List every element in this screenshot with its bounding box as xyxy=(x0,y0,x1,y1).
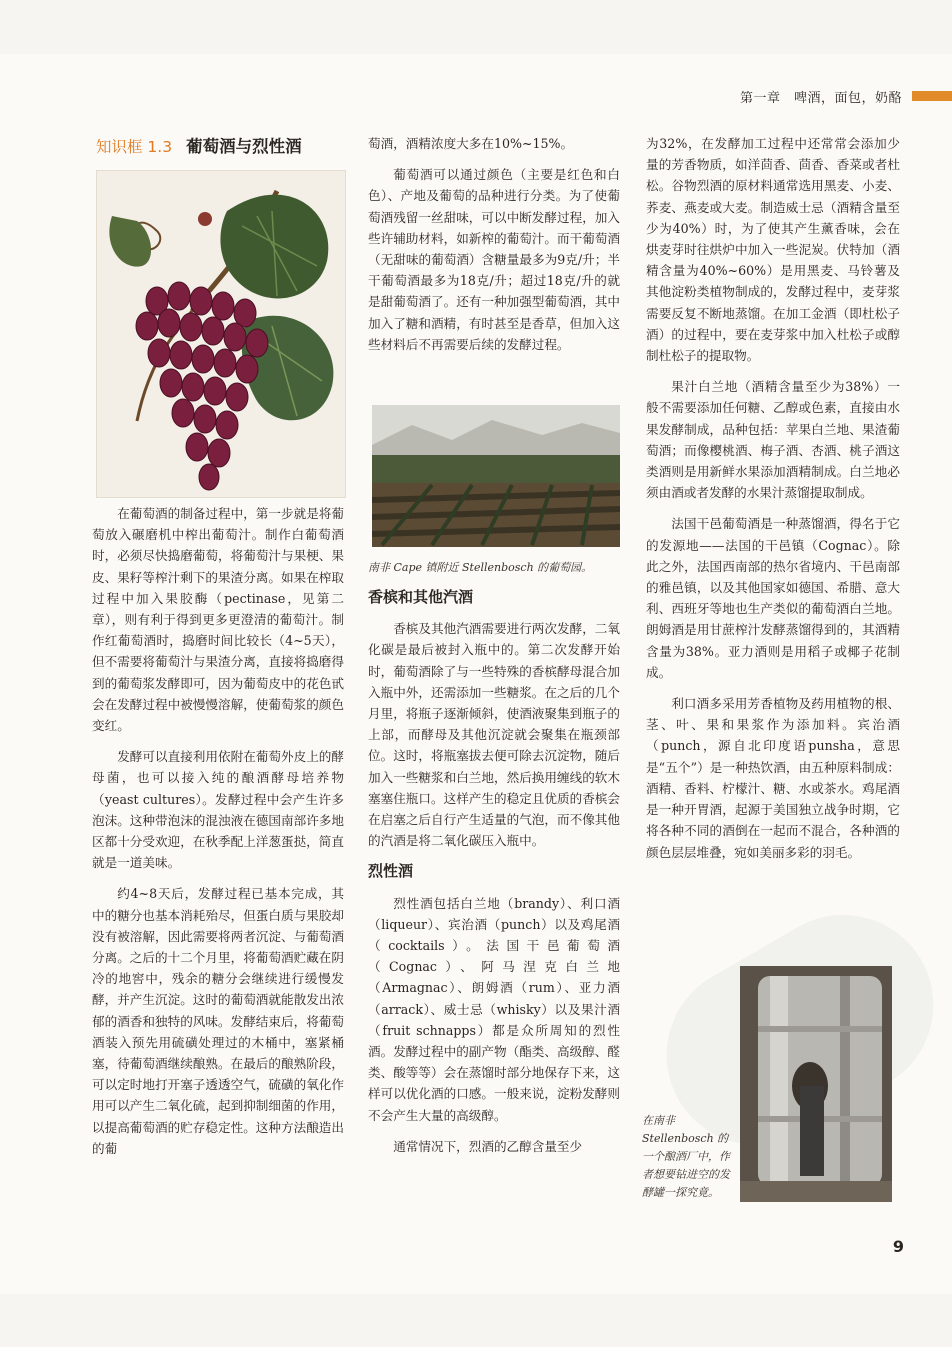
column-left xyxy=(92,503,344,1169)
chapter-tab xyxy=(912,91,952,101)
paragraph: 烈性酒包括白兰地（brandy）、利口酒（liqueur）、宾治酒（punch）以及鸡尾酒（cocktails）。法国干邑葡萄酒（Cognac）、阿马涅克白兰地（Armagnac）、朗姆酒（rum）、亚力酒（arrack）、威士忌（whisky）以及果汁酒（fruit schnapps）都是众所周知的烈性酒。发酵过程中的副产物（酯类、高级醇、醛类、酸等等）会在蒸馏时部分地保存下来，这样可以优化酒的口感。一般来说，淀粉发酵则不会产生大量的高级醇。 xyxy=(368,895,620,1123)
running-header xyxy=(740,84,952,108)
column-middle-bottom xyxy=(368,559,620,1167)
paragraph: 果汁白兰地（酒精含量至少为38%）一般不需要添加任何糖、乙醇或色素，直接由水果发酵制成，品种包括：苹果白兰地、果渣葡萄酒；而像樱桃酒、梅子酒、杏酒、桃子酒这类酒则是用新鲜水果添加酒精制成。白兰地必须由酒或者发酵的水果汁蒸馏提取制成。 xyxy=(646,379,900,501)
paragraph: 通常情况下，烈酒的乙醇含量至少 xyxy=(393,1138,583,1154)
page-number: 9 xyxy=(892,1237,904,1256)
paragraph: 发酵可以直接利用依附在葡萄外皮上的酵母菌，也可以接入纯的酿酒酵母培养物（yeast cultures）。发酵过程中会产生许多泡沫。这种带泡沫的混浊液在德国南部许多地区都十分受欢迎，在秋季配上洋葱蛋挞，简直就是一道美味。 xyxy=(92,749,344,871)
tank-caption: 在南非 Stellenbosch 的一个酿酒厂中，作者想要钻进空的发酵罐一探究竟。 xyxy=(642,1114,730,1199)
column-right xyxy=(646,133,900,873)
chapter-title: 第一章 啤酒，面包，奶酪 xyxy=(739,90,902,106)
paragraph: 葡萄酒可以通过颜色（主要是红色和白色）、产地及葡萄的品种进行分类。为了使葡萄酒残留一丝甜味，可以中断发酵过程，加入些许辅助材料，如新榨的葡萄汁。而干葡萄酒（无甜味的葡萄酒）含糖量最多为9克/升；半干葡萄酒最多为18克/升；超过18克/升的就是甜葡萄酒了。还有一种加强型葡萄酒，其中加入了糖和酒精，有时甚至是香草，但加入这些材料后不再需要后续的发酵过程。 xyxy=(368,167,620,352)
section-heading: 烈性酒 xyxy=(368,862,414,881)
paragraph: 萄酒，酒精浓度大多在10%~15%。 xyxy=(368,136,574,151)
column-middle-top xyxy=(368,133,620,365)
box-label: 知识框 1.3 xyxy=(96,138,173,156)
paragraph: 为32%，在发酵加工过程中还常常会添加少量的芳香物质，如洋茴香、茴香、香菜或者杜松。谷物烈酒的原材料通常选用黑麦、小麦、荞麦、燕麦或大麦。制造威士忌（酒精含量至少为40%）时，为了使其产生薰香味，会在烘麦芽时往烘炉中加入一些泥炭。伏特加（酒精含量为40%~60%）是用黑麦、马铃薯及其他淀粉类植物制成的，发酵过程中，麦芽浆需要反复不断地蒸馏。在加工金酒（即杜松子酒）的过程中，要在麦芽浆中加入杜松子或醇制杜松子的提取物。 xyxy=(646,136,900,364)
fermentation-tank-photo xyxy=(740,966,892,1202)
knowledge-box-heading xyxy=(96,133,302,157)
paragraph: 利口酒多采用芳香植物及药用植物的根、茎、叶、果和果浆作为添加料。宾治酒（punch，源自北印度语punsha，意思是“五个”）是一种热饮酒，由五种原料制成：酒精、香料、柠檬汁、糖、水或茶水。鸡尾酒是一种开胃酒，起源于美国独立战争时期，它将各种不同的酒倒在一起而不混合，各种酒的颜色层层堆叠，宛如美丽多彩的羽毛。 xyxy=(646,696,900,860)
vineyard-caption: 南非 Cape 镇附近 Stellenbosch 的葡萄园。 xyxy=(368,561,593,574)
grape-illustration xyxy=(96,170,346,498)
paragraph: 在葡萄酒的制备过程中，第一步就是将葡萄放入碾磨机中榨出葡萄汁。制作白葡萄酒时，必须尽快捣磨葡萄，将葡萄汁与果梗、果皮、果籽等榨汁剩下的果渣分离。如果在榨取过程中加入果胶酶（pectinase，见第二章），则有利于得到更多更澄清的葡萄汁。制作红葡萄酒时，捣磨时间比较长（4~5天），但不需要将葡萄汁与果渣分离，直接将捣磨得到的葡萄浆发酵即可，因为葡萄皮中的花色甙会在发酵过程中被慢慢溶解，使葡萄浆的颜色变红。 xyxy=(92,506,344,734)
vineyard-photo xyxy=(372,405,620,547)
section-heading: 香槟和其他汽酒 xyxy=(368,588,474,606)
box-title: 葡萄酒与烈性酒 xyxy=(186,137,302,156)
paragraph: 香槟及其他汽酒需要进行两次发酵，二氧化碳是最后被封入瓶中的。第二次发酵开始时，葡萄酒除了与一些特殊的香槟酵母混合加入瓶中外，还需添加一些糖浆。在之后的几个月里，将瓶子逐渐倾斜，使酒液聚集到瓶子的上部，而酵母及其他沉淀就会聚集在瓶颈部位。这时，将瓶塞拔去便可除去沉淀物，随后加入一些糖浆和白兰地，然后换用缠线的软木塞塞住瓶口。这样产生的稳定且优质的香槟会在启塞之后自行产生适量的气泡，而不像其他的汽酒是将二氧化碳压入瓶中。 xyxy=(368,621,620,849)
paragraph: 约4~8天后，发酵过程已基本完成，其中的糖分也基本消耗殆尽，但蛋白质与果胶却没有被溶解，因此需要将两者沉淀、与葡萄酒分离。之后的十二个月里，将葡萄酒贮藏在阴冷的地窖中，残余的糖分会继续进行缓慢发酵，并产生沉淀。这时的葡萄酒就能散发出浓郁的酒香和独特的风味。发酵结束后，将葡萄酒装入预先用硫磺处理过的木桶中，塞紧桶塞，待葡萄酒继续酿熟。在最后的酿熟阶段，可以定时地打开塞子透透空气，硫磺的氧化作用可以产生二氧化硫，起到抑制细菌的作用，以提高葡萄酒的贮存稳定性。这种方法酿造出的葡 xyxy=(92,886,344,1156)
paragraph: 法国干邑葡萄酒是一种蒸馏酒，得名于它的发源地——法国的干邑镇（Cognac）。除此之外，法国西南部的热尔省境内、干邑南部的雅邑镇，以及其他国家如德国、希腊、意大利、西班牙等地也生产类似的葡萄酒白兰地。朗姆酒是用甘蔗榨汁发酵蒸馏得到的，其酒精含量为38%。亚力酒则是用稻子或椰子花制成。 xyxy=(646,516,900,680)
